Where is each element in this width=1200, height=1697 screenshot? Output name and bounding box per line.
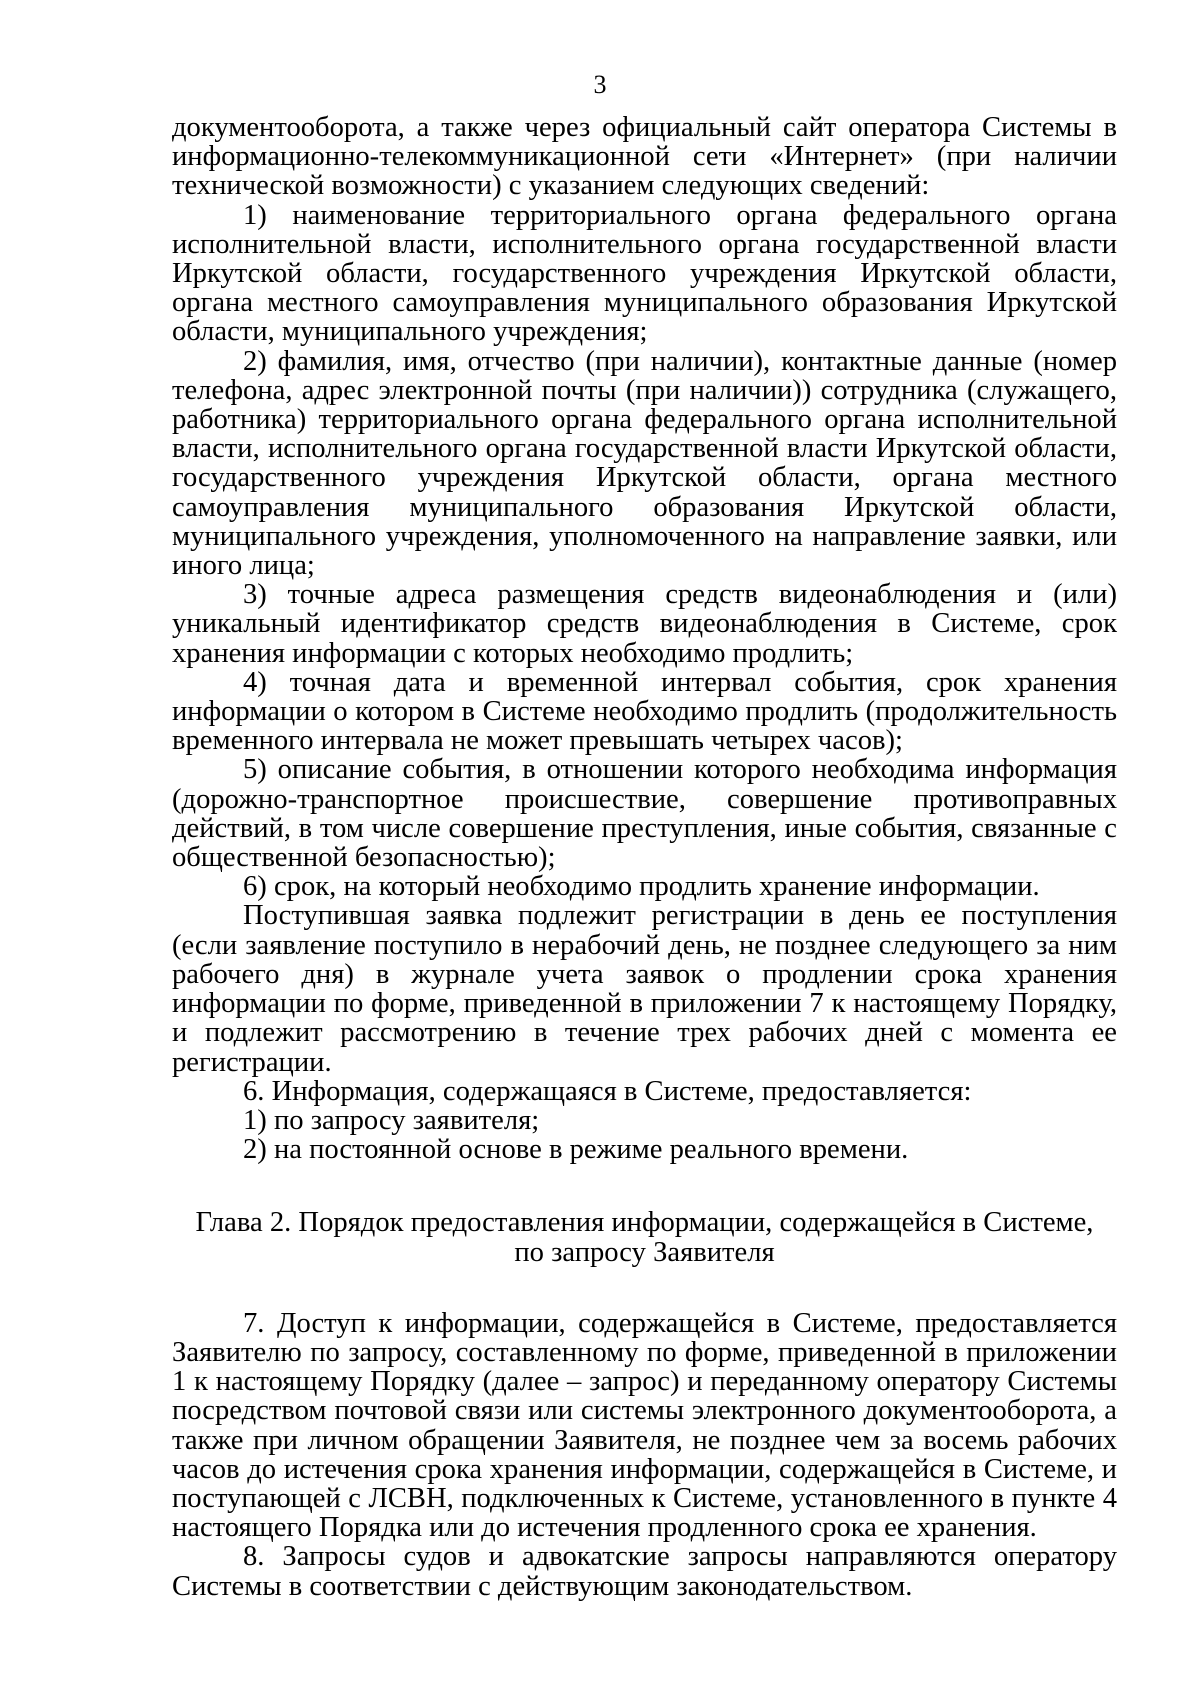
paragraph-registration: Поступившая заявка подлежит регистрации в день ее поступления (если заявление поступило в нерабочий день, не позднее следующего за ним рабочего дня) в журнале учета заявок о продлении срока хранения информации по форме, приведенной в приложении 7 к настоящему Порядку, и подлежит рассмотрению в течение трех рабочих дней с момента ее регистрации. xyxy=(172,900,1117,1078)
chapter-heading-line-1: Глава 2. Порядок предоставления информации, содержащейся в Системе, xyxy=(195,1207,1094,1239)
list-item-5: 5) описание события, в отношении которого необходима информация (дорожно-транспортное происшествие, совершение противоправных действий, в том числе совершение преступления, иные события, связанные с общественной безопасностью); xyxy=(172,754,1117,874)
clause-6-item-1: 1) по запросу заявителя; xyxy=(243,1104,540,1136)
list-item-4: 4) точная дата и временной интервал события, срок хранения информации о котором в Системе необходимо продлить (продолжительность временного интервала не может превышать четырех часов); xyxy=(172,666,1117,757)
paragraph: документооборота, а также через официальный сайт оператора Системы в информационно-телекоммуникационной сети «Интернет» (при наличии технической возможности) с указанием следующих сведений: xyxy=(172,112,1117,202)
list-item-6: 6) срок, на который необходимо продлить хранение информации. xyxy=(243,871,1040,903)
clause-7: 7. Доступ к информации, содержащейся в Системе, предоставляется Заявителю по запросу, составленному по форме, приведенной в приложении 1 к настоящему Порядку (далее – запрос) и переданному оператору Системы посредством почтовой связи или системы электронного документооборота, а также при личном обращении Заявителя, не позднее чем за восемь рабочих часов до истечения срока хранения информации, содержащейся в Системе, и поступающей с ЛСВН, подключенных к Системе, установленного в пункте 4 настоящего Порядка или до истечения продленного срока ее хранения. xyxy=(172,1307,1117,1544)
chapter-heading-line-2: по запросу Заявителя xyxy=(514,1236,775,1268)
list-item-3: 3) точные адреса размещения средств видеонаблюдения и (или) уникальный идентификатор средств видеонаблюдения в Системе, срок хранения информации с которых необходимо продлить; xyxy=(172,579,1117,669)
document-body xyxy=(172,113,1117,1601)
clause-8: 8. Запросы судов и адвокатские запросы направляются оператору Системы в соответствии с действующим законодательством. xyxy=(172,1541,1117,1602)
list-item-1: 1) наименование территориального органа федерального органа исполнительной власти, исполнительного органа государственной власти Иркутской области, государственного учреждения Иркутской области, органа местного самоуправления муниципального образования Иркутской области, муниципального учреждения; xyxy=(172,199,1117,348)
page-number: 3 xyxy=(593,70,607,99)
list-item-2: 2) фамилия, имя, отчество (при наличии), контактные данные (номер телефона, адрес электронной почты (при наличии)) сотрудника (служащего, работника) территориального органа федерального органа исполнительной власти, исполнительного органа государственной власти Иркутской области, государственного учреждения Иркутской области, органа местного самоуправления муниципального образования Иркутской области, муниципального учреждения, уполномоченного на направление заявки, или иного лица; xyxy=(172,345,1117,582)
clause-6-item-2: 2) на постоянной основе в режиме реального времени. xyxy=(243,1134,909,1166)
clause-6: 6. Информация, содержащаяся в Системе, предоставляется: xyxy=(243,1075,972,1107)
chapter-heading xyxy=(172,1208,1117,1266)
